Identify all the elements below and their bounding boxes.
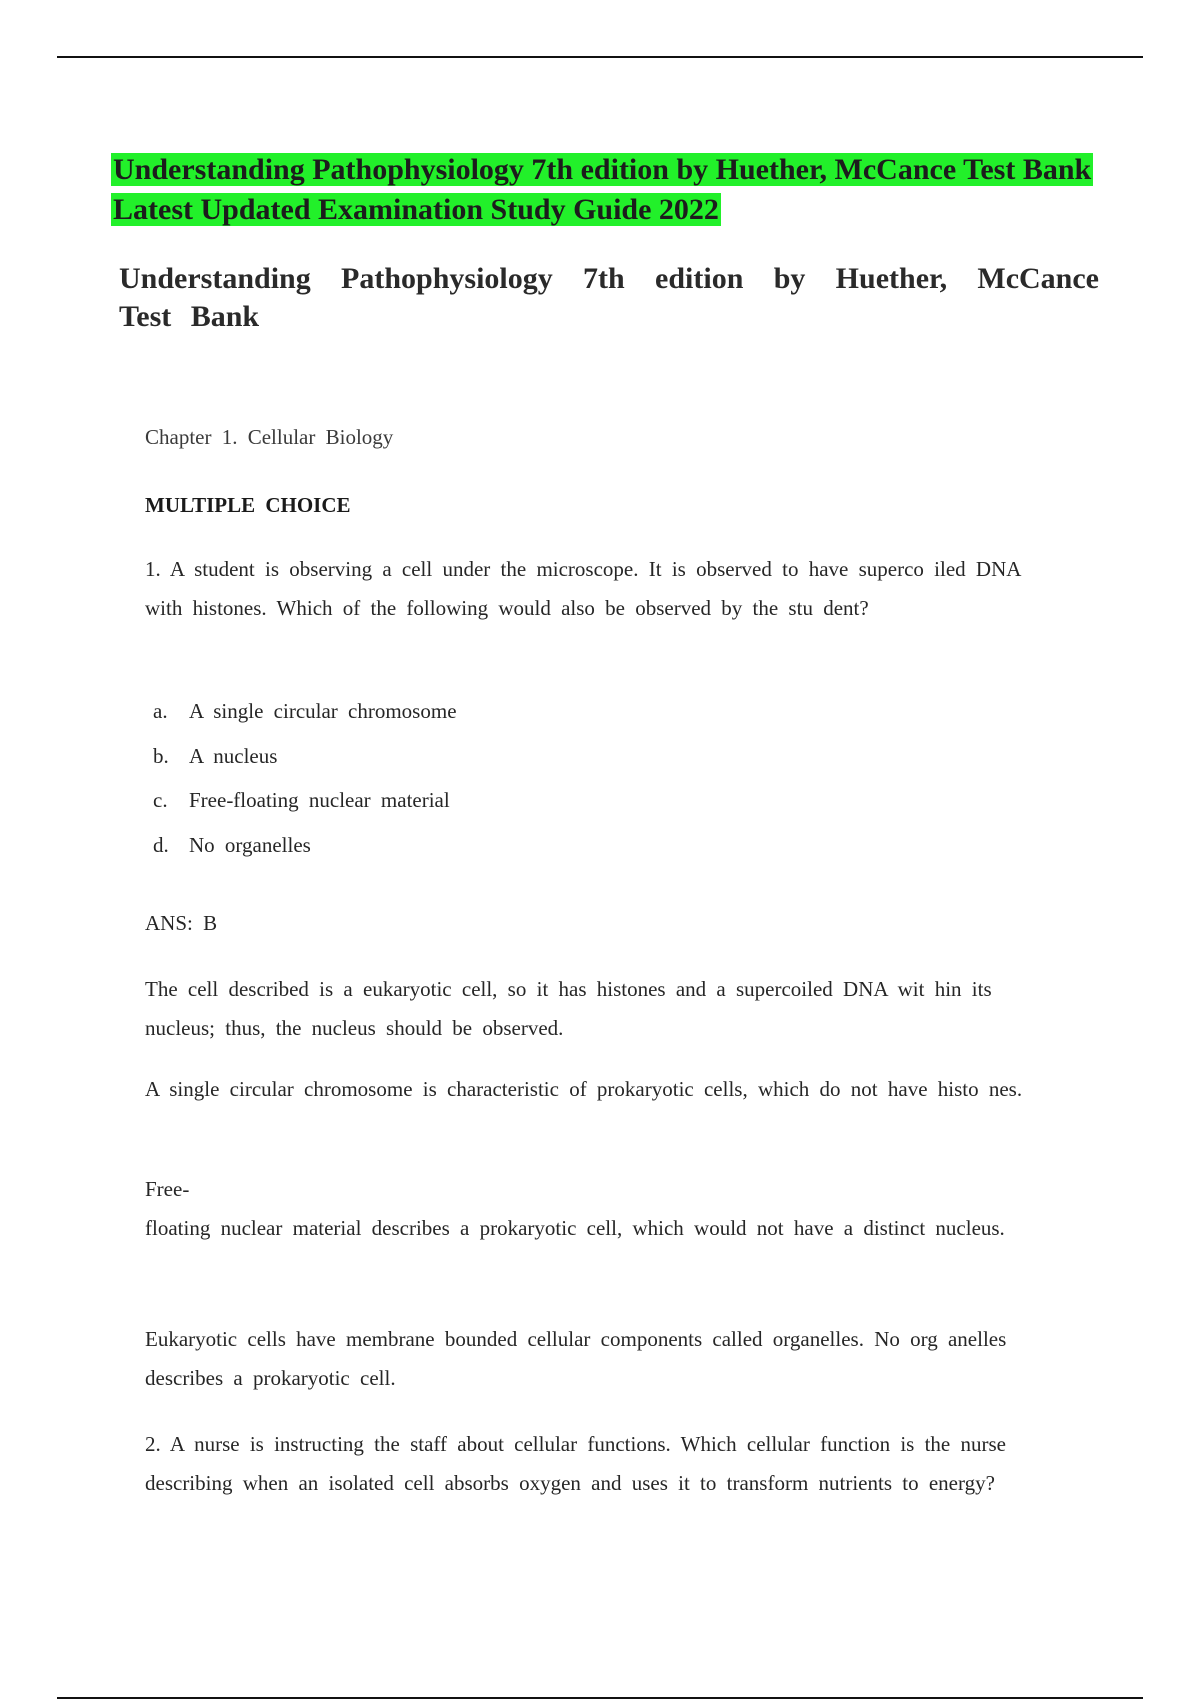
explanation-2: A single circular chromosome is characteristic of prokaryotic cells, which do not have histo nes. [145, 1077, 1023, 1101]
option-a [153, 693, 457, 738]
highlighted-title-line-2: Latest Updated Examination Study Guide 2022 [113, 193, 719, 226]
bottom-rule [57, 1697, 1143, 1699]
question-1-text: 1. A student is observing a cell under the microscope. It is observed to have superco iled DNA with histones. Which of the following would also be observed by the stu dent? [145, 557, 1021, 620]
option-d [153, 827, 457, 872]
option-letter: c. [153, 788, 168, 812]
option-letter: b. [153, 743, 169, 768]
explanation-3-body: floating nuclear material describes a prokaryotic cell, which would not have a distinct nucleus. [145, 1216, 1005, 1240]
explanation-4: Eukaryotic cells have membrane bounded cellular components called organelles. No org anelles describes a prokaryotic cell. [145, 1327, 1007, 1390]
highlighted-title-line-1: Understanding Pathophysiology 7th edition by Huether, McCance Test Bank [113, 153, 1092, 186]
top-rule [57, 56, 1143, 58]
section-title: MULTIPLE CHOICE [145, 493, 351, 517]
option-letter: a. [153, 699, 168, 723]
question-2-text: 2. A nurse is instructing the staff about cellular functions. Which cellular function is the nurse describing when an isolated cell absorbs oxygen and uses it to transform nutrients to energy? [145, 1432, 1006, 1495]
explanation-3 [145, 1170, 1050, 1248]
option-text: A nucleus [189, 743, 278, 768]
option-text: No organelles [189, 832, 311, 857]
option-c [153, 782, 457, 827]
option-b [153, 738, 457, 783]
question-1-options [153, 693, 457, 871]
explanation-3-prefix: Free- [145, 1177, 190, 1201]
option-text: Free-floating nuclear material [189, 788, 450, 812]
explanation-1: The cell described is a eukaryotic cell, so it has histones and a supercoiled DNA wit hin its nucleus; thus, the nucleus should be observed. [145, 977, 992, 1040]
highlighted-title [111, 150, 1111, 230]
option-text: A single circular chromosome [189, 699, 457, 723]
document-heading: Understanding Pathophysiology 7th edition by Huether, McCance Test Bank [119, 262, 1099, 333]
chapter-title: Chapter 1. Cellular Biology [145, 425, 394, 449]
option-letter: d. [153, 832, 169, 857]
answer-line: ANS: B [145, 911, 218, 935]
